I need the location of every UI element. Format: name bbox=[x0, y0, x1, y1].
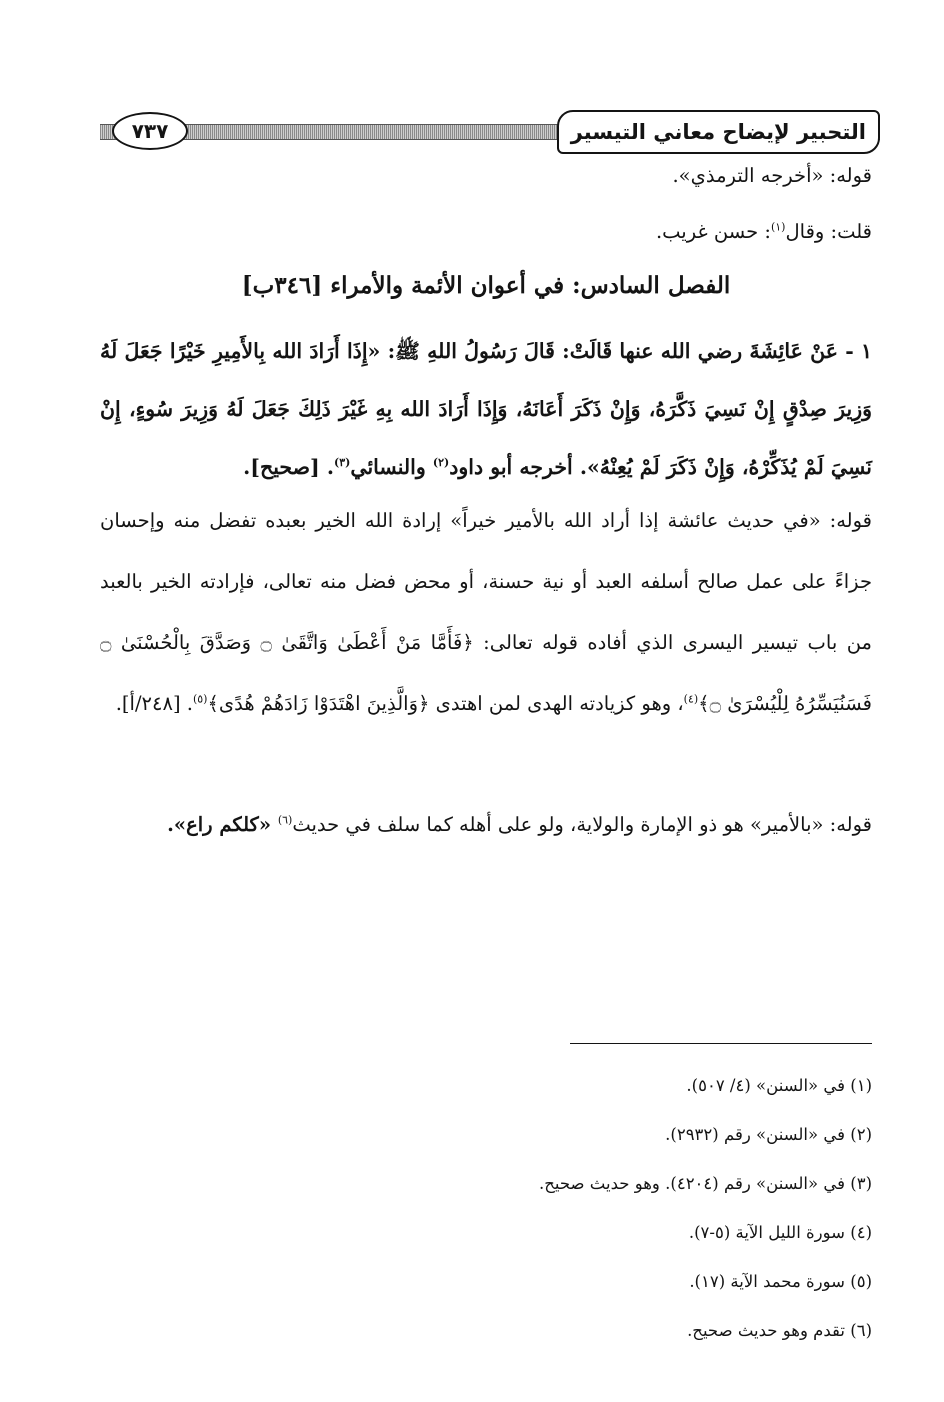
footnote-1: (١) في «السنن» (٤/ ٥٠٧). bbox=[686, 1076, 872, 1095]
body-line-grading bbox=[100, 212, 872, 252]
chapter-heading: الفصل السادس: في أعوان الأئمة والأمراء [٣٤٦ب] bbox=[241, 272, 731, 299]
commentary-2-text-b: «كلكم راع». bbox=[167, 813, 278, 836]
commentary-1-text-b: ، وهو كزيادته الهدى لمن اهتدى ﴿وَالَّذِينَ اهْتَدَوْا زَادَهُمْ هُدًى﴾ bbox=[207, 692, 684, 715]
footnote-2: (٢) في «السنن» رقم (٢٩٣٢). bbox=[665, 1125, 872, 1144]
footnote-ref-4: (٤) bbox=[683, 692, 699, 706]
page-number: ٧٣٧ bbox=[112, 112, 188, 150]
commentary-paragraph-2 bbox=[100, 796, 872, 854]
footnote-ref-5: (٥) bbox=[192, 692, 208, 706]
commentary-2-text: قوله: «بالأمير» هو ذو الإمارة والولاية، ولو على أهله كما سلف في حديث bbox=[292, 813, 872, 836]
body-line-takhrij: قوله: «أخرجه الترمذي». bbox=[672, 164, 872, 187]
footnote-6: (٦) تقدم وهو حديث صحيح. bbox=[687, 1321, 872, 1340]
footnote-separator bbox=[570, 1043, 872, 1044]
book-title: التحبير لإيضاح معاني التيسير bbox=[557, 110, 880, 154]
footnote-4: (٤) سورة الليل الآية (٥-٧). bbox=[688, 1223, 872, 1242]
footnote-5: (٥) سورة محمد الآية (١٧). bbox=[689, 1272, 872, 1291]
grading-text-a: قلت: وقال bbox=[785, 220, 872, 243]
footnote-ref-2: (٢) bbox=[432, 456, 450, 470]
hadith-paragraph bbox=[100, 322, 872, 496]
hadith-grade: . [صحيح]. bbox=[243, 455, 335, 479]
footnote-3: (٣) في «السنن» رقم (٤٢٠٤). وهو حديث صحيح. bbox=[539, 1174, 872, 1193]
hadith-text-nasai: والنسائي bbox=[350, 455, 433, 479]
hadith-text: ١ - عَنْ عَائِشَةَ رضي الله عنها قَالَتْ: قَالَ رَسُولُ اللهِ ﷺ: «إِذَا أَرَادَ الله بِالأَمِيرِ خَيْرًا جَعَلَ لَهُ وَزِيرَ صِدْقٍ إِنْ نَسِيَ ذَكَّرَهُ، وَإِنْ ذَكَرَ أَعَانَهُ، وَإِذَا أَرَادَ الله بِهِ غَيْرَ ذَلِكَ جَعَلَ لَهُ وَزِيرَ سُوءٍ، إِنْ نَسِيَ لَمْ يُذَكِّرْهُ، وَإِنْ ذَكَرَ لَمْ يُعِنْهُ». أخرجه أبو داود bbox=[100, 339, 872, 479]
commentary-1-text: قوله: «في حديث عائشة إذا أراد الله بالأمير خيراً» إرادة الله الخير بعبده تفضل منه وإحسان جزاءً على عمل صالح أسلفه العبد أو نية حسنة، أو محض فضل منه تعالى، فإرادته الخير بالعبد من باب تيسير اليسرى الذي أفاده قوله تعالى: ﴿فَأَمَّا مَنْ أَعْطَىٰ وَاتَّقَىٰ ۝ وَصَدَّقَ بِالْحُسْنَىٰ ۝ فَسَنُيَسِّرُهُ لِلْيُسْرَىٰ ۝﴾ bbox=[100, 509, 872, 715]
commentary-1-folio: . [٢٤٨/أ]. bbox=[115, 692, 193, 715]
commentary-paragraph-1 bbox=[100, 490, 872, 734]
footnote-ref-6: (٦) bbox=[277, 813, 293, 827]
footnote-ref-1: (١) bbox=[770, 220, 786, 234]
grading-text-b: : حسن غريب. bbox=[655, 220, 771, 243]
footnote-ref-3: (٣) bbox=[334, 456, 351, 470]
running-header bbox=[100, 104, 880, 156]
